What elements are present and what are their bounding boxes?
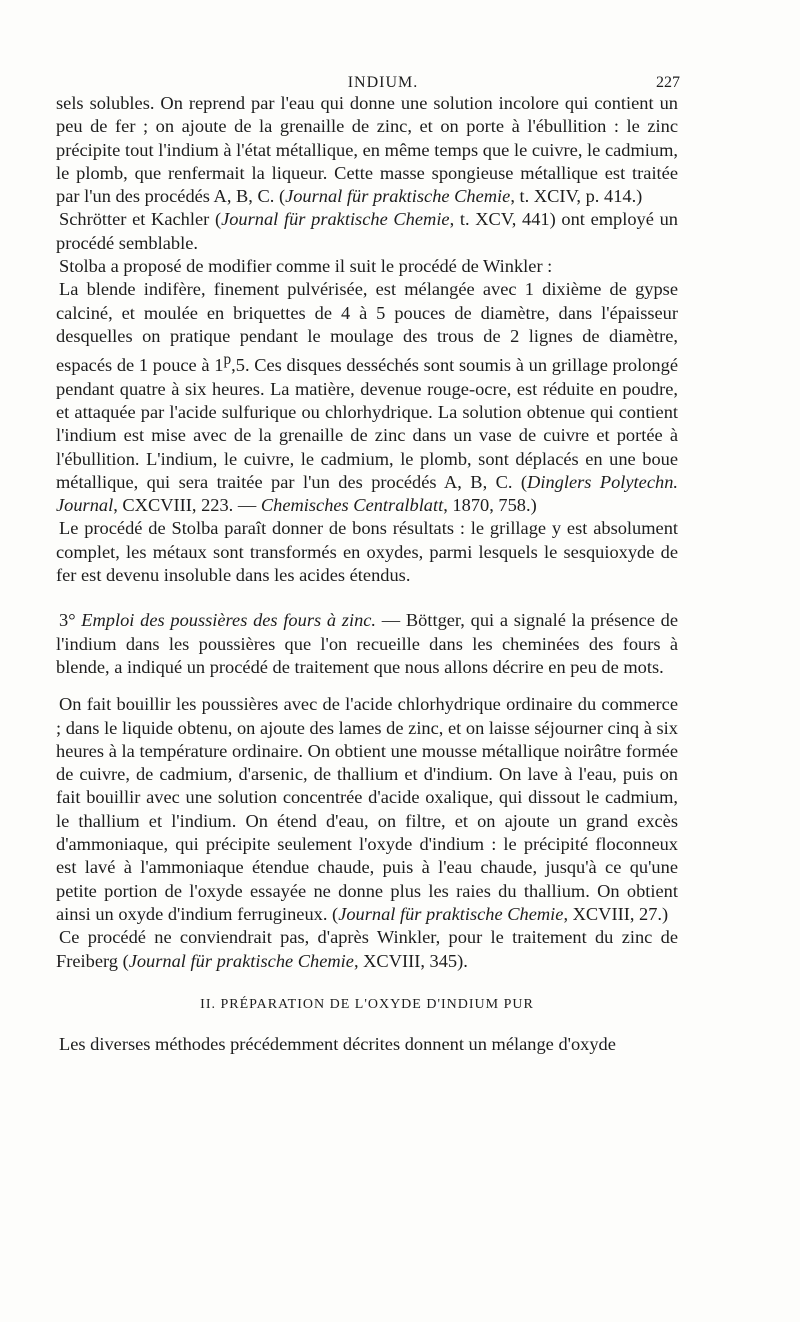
journal-citation: Journal für praktische Chemie — [128, 950, 354, 971]
text-segment: , t. XCIV, p. 414.) — [510, 186, 643, 207]
text-segment: Les diverses méthodes précédemment décrites donnent un mélange d'oxyde — [59, 1033, 616, 1054]
text-segment: La blende indifère, finement pulvérisée, est mélangée avec 1 dixième de gypse calciné, et moulée en briquettes de 4 à 5 pouces de diamètre, dans l'épaisseur desquelles on pratique pendant le moulage des trous de 2 lignes de diamètre, espacés de 1 pouce à 1 — [56, 279, 678, 376]
text-segment: , XCVIII, 345). — [353, 950, 468, 971]
text-segment: ,5. Ces disques desséchés sont soumis à un grillage prolongé pendant quatre à six heures. La matière, devenue rouge-ocre, est réduite en poudre, et attaquée par l'acide sulfurique ou chlorhydrique. La solution obtenue qui contient l'indium est mise avec de la grenaille de zinc dans un vase de cuivre et portée à l'ébullition. L'indium, le cuivre, le cadmium, le plomb, sont déplacés en une boue métallique, qui sera traitée par l'un des procédés A, B, C. ( — [56, 355, 678, 492]
text-segment: — Böttger, qui a signalé la présence de l'indium dans les poussières que l'on recueille dans les cheminées des fours à blende, a indiqué un procédé de traitement que nous allons décrire en peu de mots. — [56, 610, 679, 677]
journal-citation: Journal für praktische Chemie — [338, 903, 564, 924]
paragraph-5 — [56, 517, 678, 587]
text-segment: Le procédé de Stolba paraît donner de bons résultats : le grillage y est absolument complet, les métaux sont transformés en oxydes, parmi lesquels le sesquioxyde de fer est devenu insoluble dans les acides étendus. — [56, 518, 678, 586]
paragraph-6 — [56, 609, 678, 679]
paragraph-8 — [56, 926, 678, 973]
text-segment: Stolba a proposé de modifier comme il suit le procédé de Winkler : — [59, 256, 553, 277]
paragraph-2 — [56, 208, 678, 255]
text-segment: On fait bouillir les poussières avec de l'acide chlorhydrique ordinaire du commerce ; dans le liquide obtenu, on ajoute des lames de zinc, et on laisse séjourner cinq à six heures à la température ordinaire. On obtient une mousse métallique noirâtre formée de cuivre, de cadmium, d'arsenic, de thallium et d'indium. On lave à l'eau, puis on fait bouillir avec une solution concentrée d'acide oxalique, qui dissout le cadmium, le thallium et l'indium. On étend d'eau, on filtre, et on ajoute un grand excès d'ammoniaque, qui précipite seulement l'oxyde d'indium : le précipité floconneux est lavé à l'ammoniaque étendue chaude, puis à l'eau chaude, jusqu'à ce qu'une petite portion de l'oxyde essayée ne donne plus les raies du thallium. On obtient ainsi un oxyde d'indium ferrugineux. ( — [56, 694, 678, 924]
journal-citation: Chemisches Centralblatt — [260, 495, 444, 516]
text-segment: Ce procédé ne conviendrait pas, d'après Winkler, pour le traitement du zinc de Freiberg ( — [56, 927, 678, 971]
text-segment: Schrötter et Kachler ( — [59, 209, 222, 230]
section-number: 3° — [59, 610, 82, 631]
text-segment: , t. XCV, 441) ont employé un procédé semblable. — [56, 209, 678, 253]
page-number: 227 — [656, 74, 680, 91]
journal-citation: Journal für praktische Chemie — [221, 209, 450, 230]
unit-superscript: p — [223, 351, 232, 369]
text-segment: , CXCVIII, 223. — — [113, 495, 261, 516]
section-title: II. PRÉPARATION DE L'OXYDE D'INDIUM PUR — [200, 996, 534, 1012]
paragraph-4 — [56, 278, 678, 517]
journal-citation: Dinglers Polytechn. Journal — [56, 471, 678, 516]
subsection-title: Emploi des poussières des fours à zinc. — [81, 610, 377, 631]
text-segment: , 1870, 758.) — [443, 495, 537, 516]
paragraph-3 — [56, 255, 678, 278]
journal-citation: Journal für praktische Chemie — [285, 186, 511, 207]
text-segment: sels solubles. On reprend par l'eau qui donne une solution incolore qui contient un peu de fer ; on ajoute de la grenaille de zinc, et on porte à l'ébullition : le zinc précipite tout l'indium à l'état métallique, en même temps que le cuivre, le cadmium, le plomb, que renfermait la liqueur. Cette masse spongieuse métallique est traitée par l'un des procédés A, B, C. ( — [56, 93, 678, 207]
running-head: INDIUM. — [347, 74, 419, 91]
paragraph-1 — [56, 92, 678, 208]
paragraph-7 — [56, 693, 678, 926]
body-text — [56, 92, 678, 1056]
text-segment: , XCVIII, 27.) — [563, 903, 669, 924]
paragraph-9 — [56, 1033, 678, 1056]
